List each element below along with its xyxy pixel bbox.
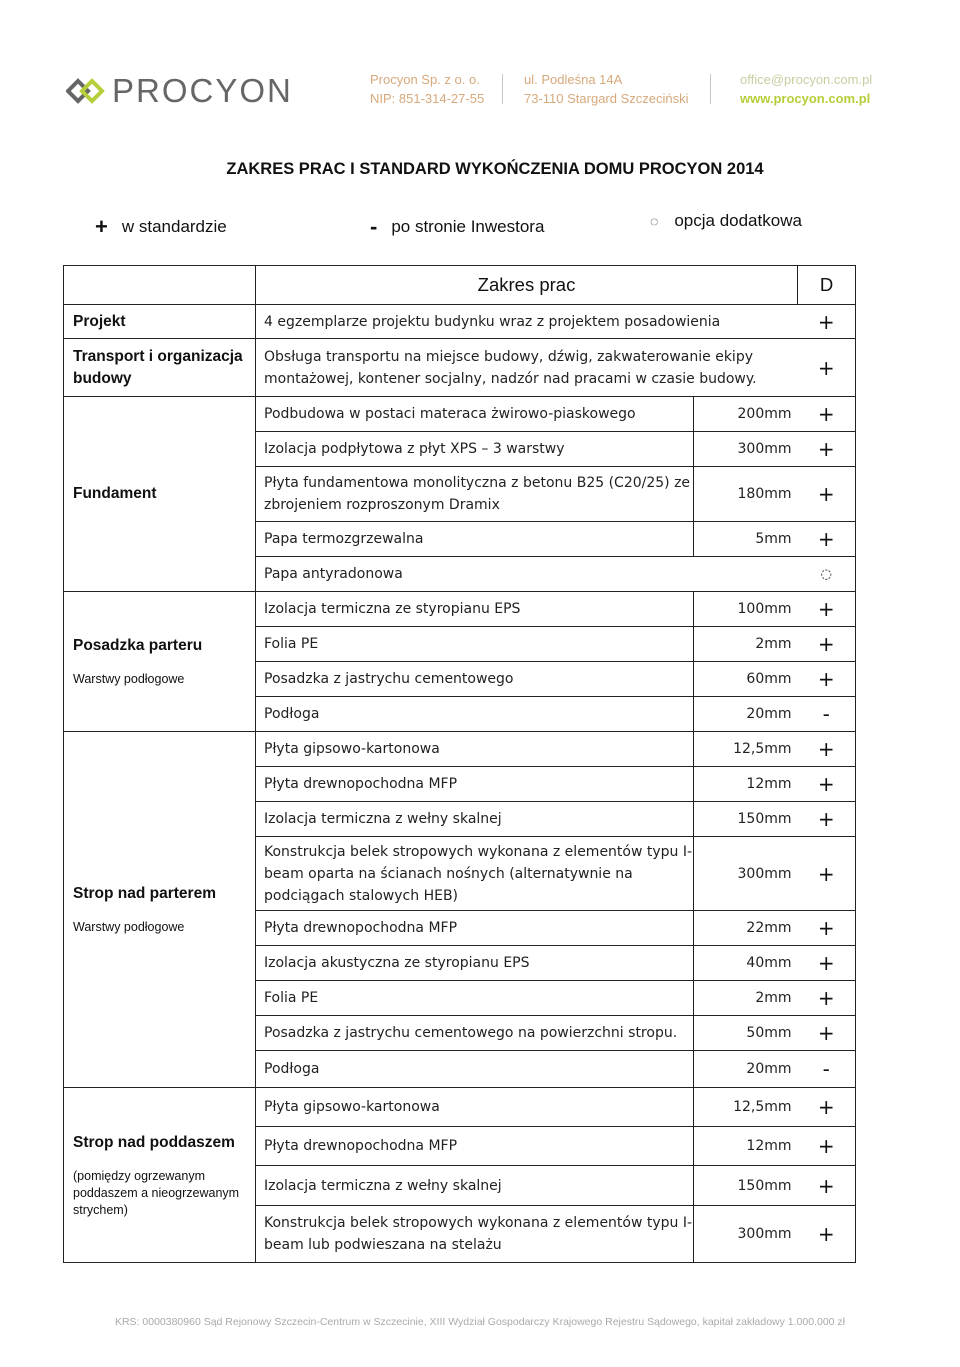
row-thickness: 50mm bbox=[694, 1016, 798, 1051]
row-description: Obsługa transportu na miejsce budowy, dźwig, zakwaterowanie ekipy montażowej, kontener socjalny, nadzór nad pracami w czasie budowy. bbox=[256, 339, 798, 397]
row-description: Podłoga bbox=[256, 1051, 694, 1088]
row-description: Podłoga bbox=[256, 697, 694, 732]
legend-label: opcja dodatkowa bbox=[674, 211, 802, 230]
row-mark: + bbox=[798, 802, 856, 837]
row-description: Posadzka z jastrychu cementowego na powierzchni stropu. bbox=[256, 1016, 694, 1051]
company-contact-block bbox=[740, 70, 872, 108]
row-description: Izolacja termiczna z wełny skalnej bbox=[256, 1166, 694, 1206]
header-d: D bbox=[798, 266, 856, 305]
row-mark: + bbox=[798, 339, 856, 397]
row-mark: + bbox=[798, 662, 856, 697]
row-mark: + bbox=[798, 432, 856, 467]
row-thickness: 2mm bbox=[694, 627, 798, 662]
table-row bbox=[64, 592, 856, 627]
row-thickness: 200mm bbox=[694, 397, 798, 432]
logo-wordmark: PROCYON bbox=[112, 72, 293, 109]
row-description: Płyta drewnopochodna MFP bbox=[256, 911, 694, 946]
row-description: Posadzka z jastrychu cementowego bbox=[256, 662, 694, 697]
section-name: Projekt bbox=[73, 312, 126, 330]
table-row bbox=[64, 732, 856, 767]
row-mark: + bbox=[798, 522, 856, 557]
table-row bbox=[64, 397, 856, 432]
row-thickness: 180mm bbox=[694, 467, 798, 522]
row-mark: + bbox=[798, 946, 856, 981]
row-mark: + bbox=[798, 911, 856, 946]
section-name: Strop nad parterem bbox=[73, 885, 216, 902]
row-mark: + bbox=[798, 767, 856, 802]
row-description: Konstrukcja belek stropowych wykonana z elementów typu I-beam lub podwieszana na stelażu bbox=[256, 1206, 694, 1263]
row-thickness: 150mm bbox=[694, 1166, 798, 1206]
legend-label: po stronie Inwestora bbox=[391, 217, 545, 236]
row-description: Płyta fundamentowa monolityczna z betonu B25 (C20/25) ze zbrojeniem rozproszonym Dramix bbox=[256, 467, 694, 522]
company-logo bbox=[66, 74, 293, 108]
row-mark: + bbox=[798, 1016, 856, 1051]
row-thickness: 2mm bbox=[694, 981, 798, 1016]
letterhead bbox=[66, 62, 896, 112]
legend-item-standard bbox=[95, 214, 227, 240]
company-street: ul. Podleśna 14A bbox=[524, 72, 623, 87]
section-label bbox=[64, 592, 256, 732]
row-mark: + bbox=[798, 1088, 856, 1127]
plus-icon: + bbox=[95, 214, 108, 239]
section-label bbox=[64, 305, 256, 339]
procyon-logo-icon bbox=[66, 76, 106, 106]
row-description: Płyta gipsowo-kartonowa bbox=[256, 1088, 694, 1127]
row-thickness: 12,5mm bbox=[694, 1088, 798, 1127]
row-description: Płyta drewnopochodna MFP bbox=[256, 767, 694, 802]
row-description: Izolacja podpłytowa z płyt XPS – 3 warstwy bbox=[256, 432, 694, 467]
legend-item-option bbox=[650, 211, 802, 231]
table-row bbox=[64, 339, 856, 397]
section-subtitle: (pomiędzy ogrzewanym poddaszem a nieogrzewanym strychem) bbox=[73, 1168, 240, 1217]
row-mark: - bbox=[798, 697, 856, 732]
row-thickness: 12mm bbox=[694, 767, 798, 802]
row-thickness: 5mm bbox=[694, 522, 798, 557]
row-description: Papa termozgrzewalna bbox=[256, 522, 694, 557]
row-description: Izolacja termiczna z wełny skalnej bbox=[256, 802, 694, 837]
row-mark: + bbox=[798, 732, 856, 767]
legend-item-investor bbox=[370, 214, 544, 240]
header-scope: Zakres prac bbox=[256, 266, 798, 305]
section-name: Fundament bbox=[73, 485, 157, 502]
row-mark: + bbox=[798, 981, 856, 1016]
row-mark: + bbox=[798, 1127, 856, 1166]
section-label bbox=[64, 732, 256, 1088]
row-description: Izolacja termiczna ze styropianu EPS bbox=[256, 592, 694, 627]
row-description: Izolacja akustyczna ze styropianu EPS bbox=[256, 946, 694, 981]
row-description: Folia PE bbox=[256, 627, 694, 662]
section-subtitle: Warstwy podłogowe bbox=[73, 672, 185, 686]
company-name-block bbox=[370, 70, 484, 108]
row-description: 4 egzemplarze projektu budynku wraz z projektem posadowienia bbox=[256, 305, 798, 339]
company-address-block bbox=[524, 70, 689, 108]
header-divider bbox=[710, 74, 711, 104]
row-thickness: 20mm bbox=[694, 697, 798, 732]
row-mark: + bbox=[798, 1206, 856, 1263]
row-thickness: 12,5mm bbox=[694, 732, 798, 767]
row-mark: + bbox=[798, 467, 856, 522]
row-mark: + bbox=[798, 627, 856, 662]
row-thickness: 300mm bbox=[694, 1206, 798, 1263]
row-thickness: 300mm bbox=[694, 432, 798, 467]
row-description: Płyta gipsowo-kartonowa bbox=[256, 732, 694, 767]
row-description: Płyta drewnopochodna MFP bbox=[256, 1127, 694, 1166]
table-row bbox=[64, 1088, 856, 1127]
company-nip: NIP: 851-314-27-55 bbox=[370, 91, 485, 106]
table-row bbox=[64, 305, 856, 339]
legend-label: w standardzie bbox=[121, 217, 227, 236]
row-mark: + bbox=[798, 397, 856, 432]
row-mark: + bbox=[798, 837, 856, 911]
section-label bbox=[64, 1088, 256, 1263]
row-description: Konstrukcja belek stropowych wykonana z elementów typu I-beam oparta na ścianach nośnych (alternatywnie na podciągach stalowych HEB) bbox=[256, 837, 694, 911]
company-name: Procyon Sp. z o. o. bbox=[370, 72, 480, 87]
row-description: Podbudowa w postaci materaca żwirowo-piaskowego bbox=[256, 397, 694, 432]
row-thickness: 12mm bbox=[694, 1127, 798, 1166]
section-subtitle: Warstwy podłogowe bbox=[73, 920, 185, 934]
row-thickness: 40mm bbox=[694, 946, 798, 981]
company-city: 73-110 Stargard Szczeciński bbox=[524, 91, 689, 106]
row-description: Folia PE bbox=[256, 981, 694, 1016]
header-divider bbox=[502, 74, 503, 104]
table-header-row bbox=[64, 266, 856, 305]
row-description: Papa antyradonowa bbox=[256, 557, 798, 592]
row-mark: + bbox=[798, 305, 856, 339]
row-thickness: 300mm bbox=[694, 837, 798, 911]
section-label bbox=[64, 339, 256, 397]
row-thickness: 100mm bbox=[694, 592, 798, 627]
section-name: Posadzka parteru bbox=[73, 637, 203, 654]
row-thickness: 20mm bbox=[694, 1051, 798, 1088]
section-label bbox=[64, 397, 256, 592]
row-thickness: 150mm bbox=[694, 802, 798, 837]
section-name: Strop nad poddaszem bbox=[73, 1133, 235, 1151]
row-mark: - bbox=[798, 1051, 856, 1088]
document-title: ZAKRES PRAC I STANDARD WYKOŃCZENIA DOMU PROCYON 2014 bbox=[226, 160, 764, 178]
dotted-circle-icon: ◌ bbox=[650, 213, 659, 229]
company-email[interactable]: office@procyon.com.pl bbox=[740, 72, 873, 87]
row-mark: + bbox=[798, 592, 856, 627]
row-thickness: 60mm bbox=[694, 662, 798, 697]
company-website[interactable]: www.procyon.com.pl bbox=[740, 91, 871, 106]
scope-table bbox=[63, 265, 856, 1263]
footer-registration: KRS: 0000380960 Sąd Rejonowy Szczecin-Centrum w Szczecinie, XIII Wydział Gospodarczy Krajowego Rejestru Sądowego, kapitał zakładowy 1.000.000 zł bbox=[114, 1316, 846, 1328]
row-mark: + bbox=[798, 1166, 856, 1206]
minus-icon: - bbox=[370, 214, 378, 239]
row-thickness: 22mm bbox=[694, 911, 798, 946]
legend bbox=[90, 211, 850, 244]
dotted-circle-icon: ◌ bbox=[798, 557, 856, 592]
section-name: Transport i organizacja budowy bbox=[73, 347, 243, 387]
header-empty bbox=[64, 266, 256, 305]
